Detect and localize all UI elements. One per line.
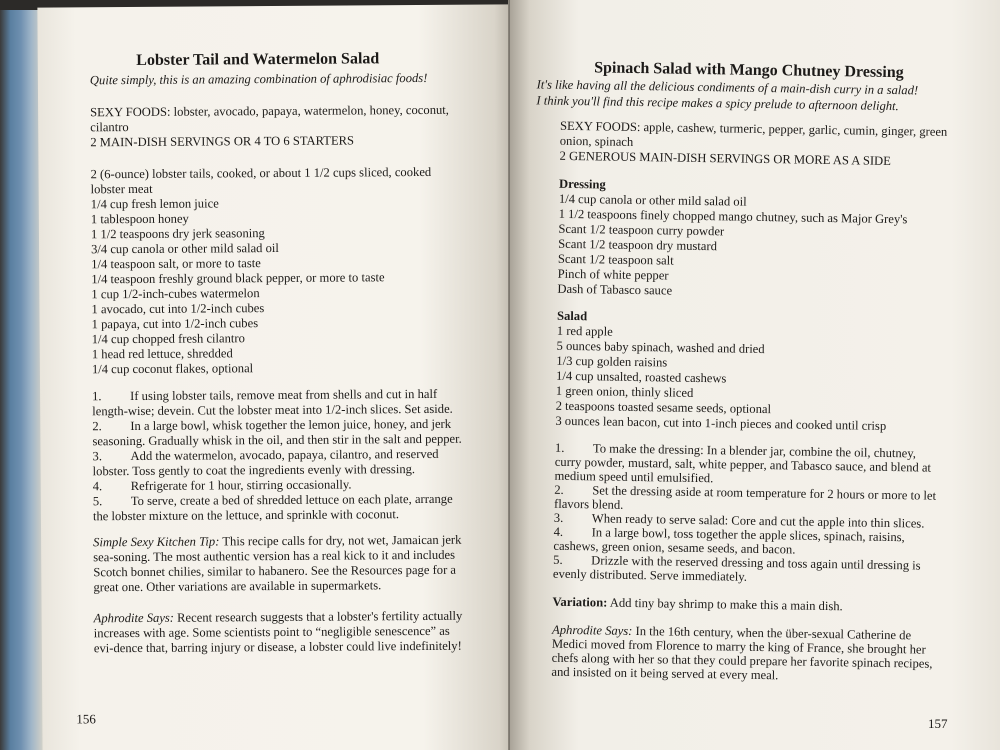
left-aphrodite-says [94,609,472,657]
variation-label: Variation: [552,594,608,610]
ingredient: Scant 1/2 teaspoon dry mustard [558,236,718,254]
page-number: 157 [928,716,948,731]
ingredient: 5 ounces baby spinach, washed and dried [556,338,765,357]
dressing-list [557,177,949,303]
right-aphrodite-says [551,623,942,685]
left-recipe-title: Lobster Tail and Watermelon Salad [136,50,380,69]
step: 2. Set the dressing aside at room temperature for 2 hours or more to let flavors blend. [553,482,937,512]
left-recipe-subtitle: Quite simply, this is an amazing combination of aphrodisiac foods! [89,70,428,88]
ingredient: 1 papaya, cut into 1/2-inch cubes [91,316,259,332]
ingredient: 1 red apple [556,323,613,339]
left-sexy-foods-text: SEXY FOODS: lobster, avocado, papaya, watermelon, honey, coconut, cilantro [90,102,449,135]
ingredient: 2 teaspoons toasted sesame seeds, optional [555,398,772,417]
ingredient: 1/4 teaspoon salt, or more to taste [91,256,261,272]
variation-text: Add tiny bay shrimp to make this a main dish. [609,595,843,614]
ingredient: 1 tablespoon honey [90,211,189,227]
left-steps [92,387,471,525]
ingredient: Pinch of white pepper [557,266,669,283]
tip-text: This recipe calls for dry, not wet, Jamaican jerk sea-soning. The most authentic version has a real kick to it and includes Scotch bonnet chilies, similar to habanero. See the Resources page for a great one. Other variations are available in supermarkets. [93,532,462,595]
ingredient: 1/4 cup coconut flakes, optional [91,361,254,377]
kitchen-tip [93,533,471,596]
tip-label: Simple Sexy Kitchen Tip: [93,534,220,550]
ingredient: 1/4 teaspoon freshly ground black pepper, or more to taste [91,270,385,287]
step: 1. If using lobster tails, remove meat from shells and cut in half length-wise; devein. Cut the lobster meat into 1/2-inch slices. Set aside. [92,386,453,419]
right-sexy-foods [559,119,950,170]
ingredient: 1 green onion, thinly sliced [555,383,694,400]
ingredient: 1/4 cup fresh lemon juice [90,196,219,212]
ingredient: 3 ounces lean bacon, cut into 1-inch pieces and cooked until crisp [555,413,887,433]
ingredient: Scant 1/2 teaspoon salt [557,251,674,268]
says-label: Aphrodite Says: [552,622,633,639]
ingredient: 1 cup 1/2-inch-cubes watermelon [91,286,260,302]
dressing-heading: Dressing [559,176,606,192]
right-recipe-subtitle: It's like having all the delicious condiments of a main-dish curry in a salad! I think you'll find this recipe makes a spicy prelude to afternoon delight. [536,77,919,114]
salad-list [555,309,947,435]
step: 1. To make the dressing: In a blender jar, combine the oil, chutney, curry powder, mustard, salt, white pepper, and Tabasco sauce, and blend at medium speed until emulsified. [554,440,932,486]
ingredient: 1 avocado, cut into 1/2-inch cubes [91,301,265,317]
variation [552,595,942,616]
ingredient: 1/4 cup chopped fresh cilantro [91,331,245,347]
left-sexy-foods [90,103,468,151]
ingredient: 1/4 cup canola or other mild salad oil [558,191,747,209]
right-servings: 2 GENEROUS MAIN-DISH SERVINGS OR MORE AS A SIDE [559,148,891,169]
salad-heading: Salad [556,308,588,324]
step: 2. In a large bowl, whisk together the lemon juice, honey, and jerk seasoning. Gradually whisk in the oil, and then stir in the salt and pepper. [92,416,462,449]
ingredient: Scant 1/2 teaspoon curry powder [558,221,725,239]
left-servings: 2 MAIN-DISH SERVINGS OR 4 TO 6 STARTERS [90,133,355,150]
step: 3. When ready to serve salad: Core and cut the apple into thin slices. [553,510,925,531]
page-number: 156 [76,711,96,727]
ingredient: 1 1/2 teaspoons finely chopped mango chutney, such as Major Grey's [558,206,908,227]
right-sexy-foods-text: SEXY FOODS: apple, cashew, turmeric, pepper, garlic, cumin, ginger, green onion, spinach [559,118,948,149]
left-ingredient-list [91,165,470,378]
step: 3. Add the watermelon, avocado, papaya, cilantro, and reserved lobster. Toss gently to coat the ingredients evenly with dressing. [92,446,439,479]
right-steps [553,441,945,587]
ingredient: 1/4 cup unsalted, roasted cashews [555,368,727,386]
ingredient: 1 head red lettuce, shredded [91,346,233,362]
ingredient: Dash of Tabasco sauce [557,281,673,298]
says-label: Aphrodite Says: [93,610,175,626]
right-recipe-title: Spinach Salad with Mango Chutney Dressing [594,59,904,82]
step: 4. Refrigerate for 1 hour, stirring occasionally. [92,477,352,494]
says-text: Recent research suggests that a lobster's fertility actually increases with age. Some scientists point to “negligible senescence” as evi-dence that, barring injury or disease, a lobster could live indefinitely! [93,608,463,656]
ingredient: 3/4 cup canola or other mild salad oil [91,240,279,257]
step: 5. Drizzle with the reserved dressing and toss again until dressing is evenly distributed. Serve immediately. [552,552,921,584]
says-text: In the 16th century, when the über-sexual Catherine de Medici moved from Florence to marry the king of France, she brought her chefs along with her so that they could prepare her favorite spinach recipes, and insisted on it being served at every meal. [551,624,933,683]
step: 4. In a large bowl, toss together the apple slices, spinach, raisins, cashews, green onion, sesame seeds, and bacon. [553,524,905,557]
right-page [510,0,1000,750]
ingredient: 2 (6-ounce) lobster tails, cooked, or about 1 1/2 cups sliced, cooked lobster meat [90,164,432,197]
step: 5. To serve, create a bed of shredded lettuce on each plate, arrange the lobster mixture on the lettuce, and sprinkle with coconut. [92,491,453,524]
ingredient: 1 1/2 teaspoons dry jerk seasoning [90,226,265,242]
left-page [37,4,518,750]
ingredient: 1/3 cup golden raisins [556,353,668,370]
